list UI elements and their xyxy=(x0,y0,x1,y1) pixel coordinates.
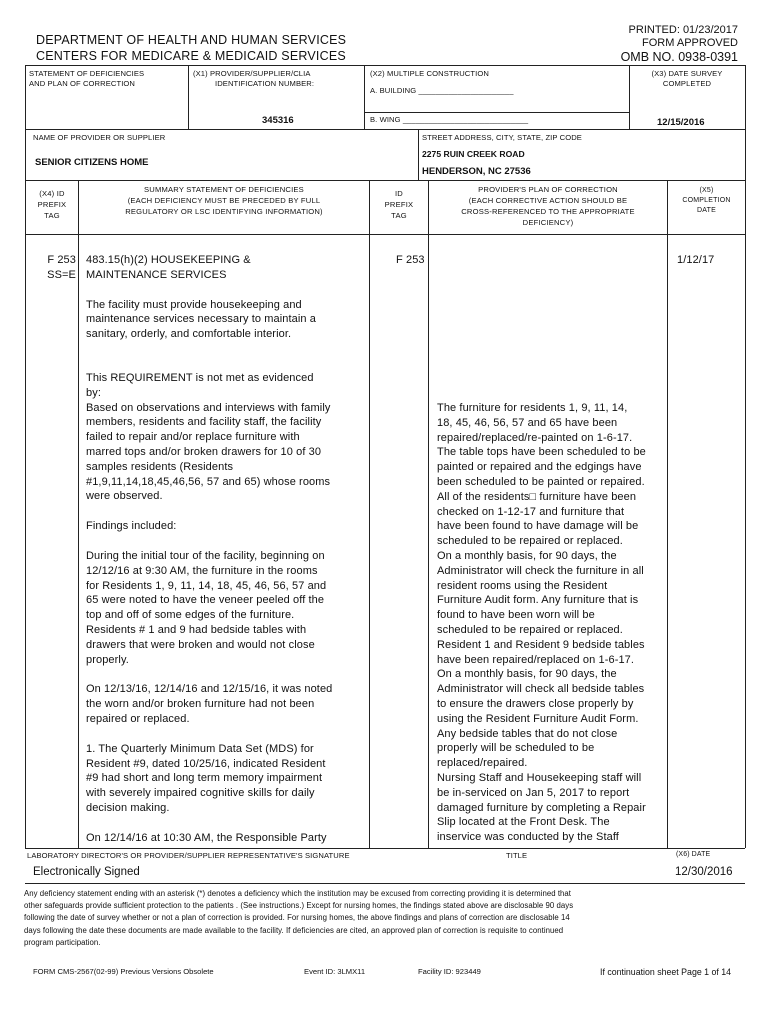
findings-included: Findings included: xyxy=(86,520,177,533)
signature-date-label: (X6) DATE xyxy=(676,851,711,858)
signature-row-bottom xyxy=(25,883,745,884)
title-label: TITLE xyxy=(506,851,528,860)
x5-header-line1: (X5) xyxy=(699,187,714,194)
provider-name-label: NAME OF PROVIDER OR SUPPLIER xyxy=(33,133,166,142)
plan-of-correction-text: The furniture for residents 1, 9, 11, 14, 18, 45, 46, 56, 57 and 65 have been repaired/replaced/re-painted on 1-6-17. The table tops have been scheduled to be painted or repaired and the edgings have been scheduled to be painted or repaired. All of the residents□ furniture have been checked on 1-12-17 and furniture that have been found to have damage will be scheduled to be repaired or replaced. On a monthly basis, for 90 days, the Administrator will check the furniture in all resident rooms using the Resident Furniture Audit form. Any furniture that is found to have been worn will be scheduled to be repaired or replaced. Resident 1 and Resident 9 bedside tables have been repaired/replaced on 1-6-17. On a monthly basis, for 90 days, the Administrator will check all bedside tables to ensure the drawers close properly by using the Resident Furniture Audit Form. Any bedside tables that do not close properly will be scheduled to be replaced/repaired. Nursing Staff and Housekeeping staff will be in-serviced on Jan 5, 2017 to report damaged furniture by completing a Repair Slip located at the Front Desk. The inservice was conducted by the Staff xyxy=(437,402,646,844)
id-column-header xyxy=(370,188,428,221)
divider-address xyxy=(418,129,419,180)
regulation-title-line2: MAINTENANCE SERVICES xyxy=(86,268,227,281)
statement-label-line2: AND PLAN OF CORRECTION xyxy=(29,79,135,88)
deficiency-tag-cell xyxy=(30,253,76,283)
x2-label: (X2) MULTIPLE CONSTRUCTION xyxy=(370,69,489,78)
plan-header-line3: CROSS-REFERENCED TO THE APPROPRIATE xyxy=(461,207,635,216)
agency-header xyxy=(36,32,346,64)
initial-tour-finding: During the initial tour of the facility, beginning on 12/12/16 at 9:30 AM, the furniture in the rooms for Residents 1, 9, 11, 14, 18, 45, 46, 56, 57 and 65 were noted to have the veneer peeled off the top and off of some edges of the furniture. Residents # 1 and 9 had bedside tables with drawers that were broken and would not close properly. xyxy=(86,549,327,666)
facility-id: Facility ID: 923449 xyxy=(418,967,481,976)
form-status-block xyxy=(621,24,738,65)
street-label: STREET ADDRESS, CITY, STATE, ZIP CODE xyxy=(422,133,582,142)
building-label: A. BUILDING ______________________ xyxy=(370,86,514,95)
provider-row-border xyxy=(25,180,745,181)
summary-header-line1: SUMMARY STATEMENT OF DEFICIENCIES xyxy=(144,185,304,194)
summary-column-header xyxy=(79,184,369,217)
id-header-line2: PREFIX xyxy=(384,200,414,209)
divider-summary xyxy=(369,180,370,848)
divider-tag xyxy=(78,180,79,848)
plan-header-line2: (EACH CORRECTIVE ACTION SHOULD BE xyxy=(468,196,628,205)
statement-label xyxy=(29,69,144,89)
signature-label: LABORATORY DIRECTOR'S OR PROVIDER/SUPPLIER REPRESENTATIVE'S SIGNATURE xyxy=(27,851,350,860)
plan-tag: F 253 xyxy=(396,254,425,266)
x1-label xyxy=(193,69,361,89)
column-header-border xyxy=(25,234,745,235)
id-header-line1: ID xyxy=(395,189,403,198)
x3-label xyxy=(633,69,741,89)
summary-header-line3: REGULATORY OR LSC IDENTIFYING INFORMATION) xyxy=(125,207,323,216)
mds-finding: 1. The Quarterly Minimum Data Set (MDS) for Resident #9, dated 10/25/16, indicated Resident #9 had short and long term memory impairment with severely impaired cognitive skills for daily decision making. xyxy=(86,742,326,814)
wing-label: B. WING _____________________________ xyxy=(370,115,529,124)
centers-name: CENTERS FOR MEDICARE & MEDICAID SERVICES xyxy=(36,49,346,63)
form-approved-label: FORM APPROVED xyxy=(642,37,738,49)
form-number: FORM CMS-2567(02-99) Previous Versions Obsolete xyxy=(33,967,214,976)
survey-completed-date: 12/15/2016 xyxy=(657,117,705,128)
summary-statement xyxy=(86,253,366,846)
deficiency-tag: F 253 xyxy=(47,254,76,266)
plan-column-header xyxy=(429,184,667,228)
divider-plan xyxy=(667,180,668,848)
x5-column-header xyxy=(668,186,745,216)
id-header-line3: TAG xyxy=(391,211,407,220)
street-address: 2275 RUIN CREEK ROAD xyxy=(422,149,525,159)
provider-id-number: 345316 xyxy=(262,115,294,126)
x4-column-header xyxy=(26,188,78,221)
printed-date: PRINTED: 01/23/2017 xyxy=(628,24,738,36)
department-name: DEPARTMENT OF HEALTH AND HUMAN SERVICES xyxy=(36,33,347,47)
x5-header-line3: DATE xyxy=(697,207,716,214)
x1-label-line1: (X1) PROVIDER/SUPPLIER/CLIA xyxy=(193,69,311,78)
left-border xyxy=(25,65,26,848)
building-wing-divider xyxy=(364,112,629,113)
regulation-title-line1: 483.15(h)(2) HOUSEKEEPING & xyxy=(86,254,251,266)
plan-header-line1: PROVIDER'S PLAN OF CORRECTION xyxy=(478,185,618,194)
signature-row-top xyxy=(25,848,745,849)
omb-number: OMB NO. 0938-0391 xyxy=(620,50,738,64)
x3-label-line2: COMPLETED xyxy=(662,79,712,88)
plan-header-line4: DEFICIENCY) xyxy=(522,218,574,227)
divider-x1 xyxy=(188,65,189,129)
x4-header-line1: (X4) ID xyxy=(39,189,65,198)
header-row-border xyxy=(25,129,745,130)
divider-plan-tag xyxy=(428,180,429,848)
x3-label-line1: (X3) DATE SURVEY xyxy=(651,69,723,78)
x1-label-line2: IDENTIFICATION NUMBER: xyxy=(215,79,315,88)
x4-header-line2: PREFIX xyxy=(37,200,67,209)
right-border xyxy=(745,65,746,848)
page-number: If continuation sheet Page 1 of 14 xyxy=(600,967,732,977)
top-border xyxy=(25,65,745,66)
follow-up-observation: On 12/13/16, 12/14/16 and 12/15/16, it was noted the worn and/or broken furniture had not been repaired or replaced. xyxy=(86,683,333,725)
summary-header-line2: (EACH DEFICIENCY MUST BE PRECEDED BY FULL xyxy=(127,196,321,205)
statement-label-line1: STATEMENT OF DEFICIENCIES xyxy=(29,69,145,78)
x4-header-line3: TAG xyxy=(44,211,60,220)
signature-date: 12/30/2016 xyxy=(675,866,733,878)
electronic-signature: Electronically Signed xyxy=(33,866,140,878)
scope-severity: SS=E xyxy=(47,268,76,281)
event-id: Event ID: 3LMX11 xyxy=(304,967,366,976)
completion-date: 1/12/17 xyxy=(677,254,715,266)
divider-x3 xyxy=(629,65,630,129)
divider-x2 xyxy=(364,65,365,129)
city-state-zip: HENDERSON, NC 27536 xyxy=(422,166,531,177)
requirement-not-met: This REQUIREMENT is not met as evidenced by: Based on observations and interviews with family members, residents and facility staff, the facility failed to repair and/or replace furniture with marred tops and/or broken drawers for 10 of 30 samples residents (Residents #1,9,11,14,18,45,46,56, 57 and 65) whose rooms were observed. xyxy=(86,371,331,503)
regulation-text: The facility must provide housekeeping and maintenance services necessary to maintain a sanitary, orderly, and comfortable interior. xyxy=(86,298,317,341)
responsible-party-finding: On 12/14/16 at 10:30 AM, the Responsible Party xyxy=(86,831,327,844)
provider-name: SENIOR CITIZENS HOME xyxy=(35,157,149,168)
x5-header-line2: COMPLETION xyxy=(682,197,731,204)
deficiency-disclaimer: Any deficiency statement ending with an asterisk (*) denotes a deficiency which the institution may be excused from correcting providing it is determined that other safeguards provide sufficient protection to the patients . (See instructions.) Except for nursing homes, the findings stated above are disclosable 90 days following the date of survey whether or not a plan of correction is provided. For nursing homes, the above findings and plans of correction are disclosable 14 days following the date these documents are made available to the facility. If deficiencies are cited, an approved plan of correction is requisite to continued program participation. xyxy=(24,889,574,947)
